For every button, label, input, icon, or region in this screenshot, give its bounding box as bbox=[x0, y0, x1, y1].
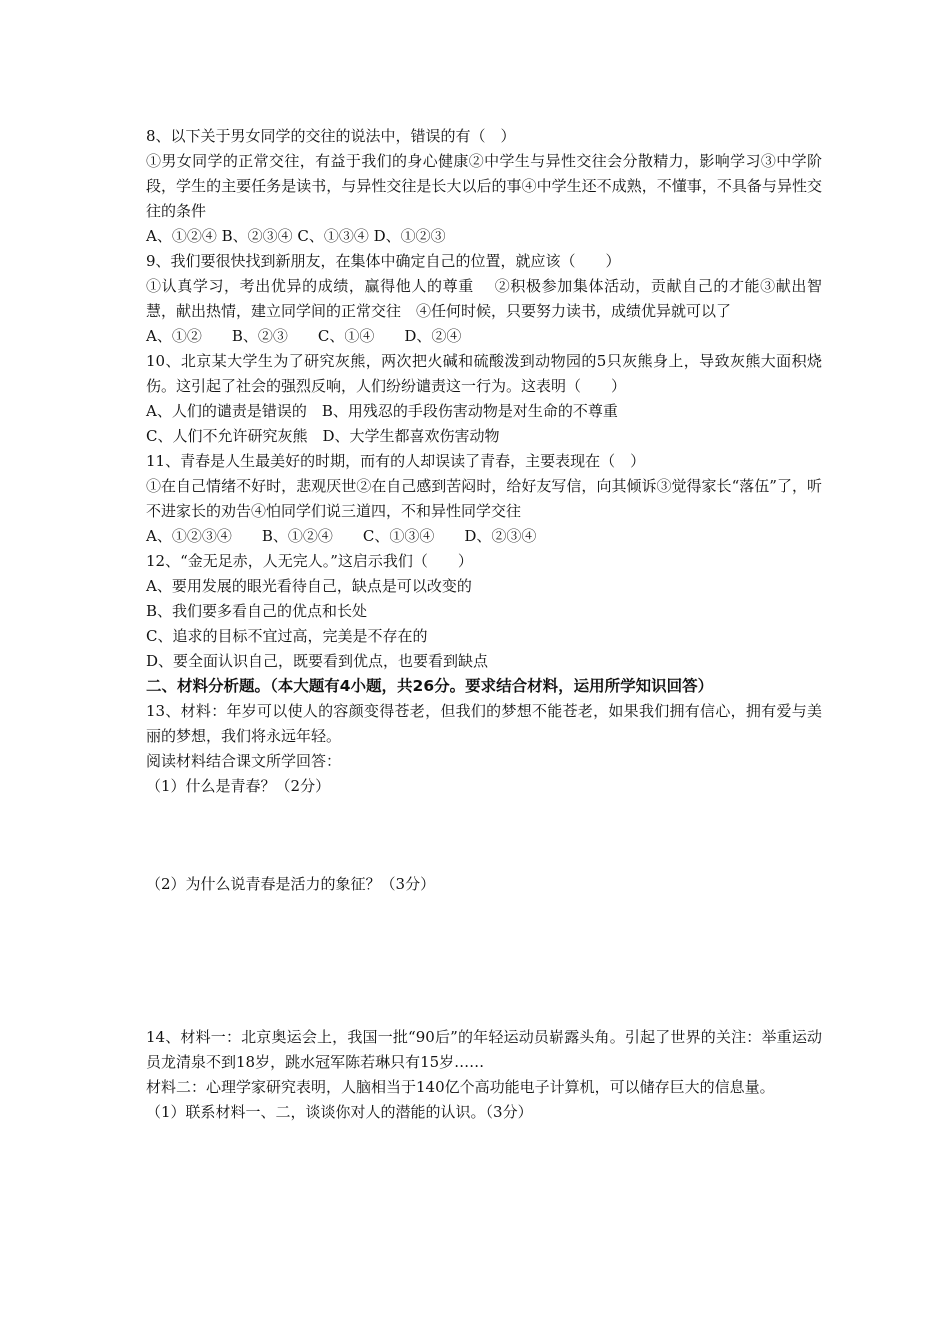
answer-space bbox=[146, 799, 822, 872]
q9-stem: 9、我们要很快找到新朋友，在集体中确定自己的位置，就应该（ ） bbox=[146, 252, 621, 270]
q8-options: A、①②④ B、②③④ C、①③④ D、①②③ bbox=[146, 227, 446, 245]
q12-option-c: C、追求的目标不宜过高，完美是不存在的 bbox=[146, 627, 428, 645]
q12-option-b: B、我们要多看自己的优点和长处 bbox=[146, 602, 368, 620]
q11-text: ①在自己情绪不好时，悲观厌世②在自己感到苦闷时，给好友写信，向其倾诉③觉得家长“落伍”了，听不进家长的劝告④怕同学们说三道四，不和异性同学交往 bbox=[146, 477, 822, 520]
q12-option-a: A、要用发展的眼光看待自己，缺点是可以改变的 bbox=[146, 577, 472, 595]
q8-stem: 8、以下关于男女同学的交往的说法中，错误的有（ ） bbox=[146, 127, 516, 145]
q12-stem: 12、“金无足赤，人无完人。”这启示我们（ ） bbox=[146, 552, 473, 570]
q10-options-cd: C、人们不允许研究灰熊 D、大学生都喜欢伤害动物 bbox=[146, 427, 500, 445]
q13-sub2: （2）为什么说青春是活力的象征？（3分） bbox=[146, 875, 436, 893]
exam-page bbox=[146, 124, 822, 1125]
q11-options: A、①②③④ B、①②④ C、①③④ D、②③④ bbox=[146, 527, 537, 545]
q13-sub1: （1）什么是青春？（2分） bbox=[146, 777, 331, 795]
q12-option-d: D、要全面认识自己，既要看到优点，也要看到缺点 bbox=[146, 652, 489, 670]
q14-material2: 材料二：心理学家研究表明，人脑相当于140亿个高功能电子计算机，可以储存巨大的信息量。 bbox=[146, 1078, 775, 1096]
q14-material1: 14、材料一：北京奥运会上，我国一批“90后”的年轻运动员崭露头角。引起了世界的关注：举重运动员龙清泉不到18岁，跳水冠军陈若琳只有15岁…… bbox=[146, 1028, 822, 1071]
q13-instruction: 阅读材料结合课文所学回答： bbox=[146, 752, 342, 770]
q8-text: ①男女同学的正常交往，有益于我们的身心健康②中学生与异性交往会分散精力，影响学习③中学阶段，学生的主要任务是读书，与异性交往是长大以后的事④中学生还不成熟，不懂事，不具备与异性交往的条件 bbox=[146, 152, 822, 220]
answer-space bbox=[146, 897, 822, 1025]
q9-text: ①认真学习，考出优异的成绩，赢得他人的尊重 ②积极参加集体活动，贡献自己的才能③献出智慧，献出热情，建立同学间的正常交往 ④任何时候，只要努力读书，成绩优异就可以了 bbox=[146, 277, 822, 320]
q9-options: A、①② B、②③ C、①④ D、②④ bbox=[146, 327, 462, 345]
q13-material: 13、材料：年岁可以使人的容颜变得苍老，但我们的梦想不能苍老，如果我们拥有信心，拥有爱与美丽的梦想，我们将永远年轻。 bbox=[146, 702, 822, 745]
section2-heading: 二、材料分析题。（本大题有4小题，共26分。要求结合材料，运用所学知识回答） bbox=[146, 677, 714, 695]
q10-stem: 10、北京某大学生为了研究灰熊，两次把火碱和硫酸泼到动物园的5只灰熊身上，导致灰熊大面积烧伤。这引起了社会的强烈反响，人们纷纷谴责这一行为。这表明（ ） bbox=[146, 352, 822, 395]
q14-sub1: （1）联系材料一、二，谈谈你对人的潜能的认识。（3分） bbox=[146, 1103, 533, 1121]
q10-options-ab: A、人们的谴责是错误的 B、用残忍的手段伤害动物是对生命的不尊重 bbox=[146, 402, 618, 420]
q11-stem: 11、青春是人生最美好的时期，而有的人却误读了青春，主要表现在（ ） bbox=[146, 452, 646, 470]
